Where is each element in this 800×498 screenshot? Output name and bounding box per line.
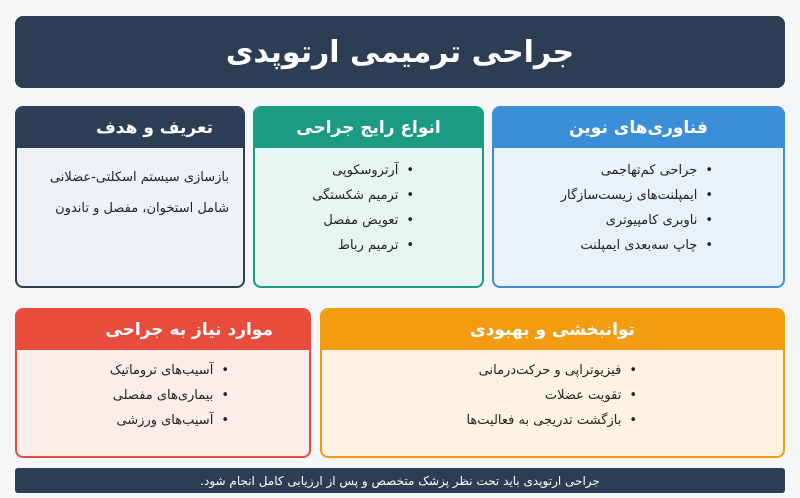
list-item-text: ترمیم رباط: [337, 238, 399, 253]
definition-line: شامل استخوان، مفصل و تاندون: [55, 201, 229, 216]
card-definition: [15, 106, 245, 288]
bullet-icon: •: [705, 238, 713, 253]
list-item-text: فیزیوتراپی و حرکت‌درمانی: [478, 363, 622, 378]
definition-line: بازسازی سیستم اسکلتی-عضلانی: [49, 170, 229, 185]
bullet-icon: •: [629, 363, 637, 378]
bullet-icon: •: [629, 413, 637, 428]
list-item-text: ترمیم شکستگی: [312, 188, 399, 203]
list-item-text: ایمپلنت‌های زیست‌سازگار: [560, 188, 698, 203]
list-item: [504, 183, 713, 208]
list-item-text: تقویت عضلات: [544, 388, 622, 403]
list-item-text: آسیب‌های تروماتیک: [109, 363, 214, 378]
page-title: جراحی ترمیمی ارتوپدی: [225, 34, 575, 70]
rehabilitation-list: [332, 358, 637, 433]
list-item: [265, 158, 414, 183]
card-indications: [15, 308, 311, 458]
card-types-header: انواع رایج جراحی: [255, 108, 482, 148]
list-item: [504, 208, 713, 233]
card-technologies-body: [494, 148, 783, 258]
list-item: [332, 358, 637, 383]
list-item: [504, 158, 713, 183]
list-item-text: آسیب‌های ورزشی: [116, 413, 214, 428]
list-item: [265, 233, 414, 258]
card-types-body: [255, 148, 482, 258]
card-definition-header: تعریف و هدف: [17, 108, 243, 148]
list-item-text: چاپ سه‌بعدی ایمپلنت: [580, 238, 698, 253]
list-item: [265, 183, 414, 208]
title-banner: [15, 16, 785, 88]
technologies-list: [504, 158, 713, 258]
list-item: [504, 233, 713, 258]
indications-list: [27, 358, 229, 433]
card-types: [253, 106, 484, 288]
card-technologies: [492, 106, 785, 288]
list-item: [332, 408, 637, 433]
bullet-icon: •: [406, 238, 414, 253]
types-list: [265, 158, 414, 258]
card-rehabilitation-header: توانبخشی و بهبودی: [322, 310, 783, 350]
card-indications-header: موارد نیاز به جراحی: [17, 310, 309, 350]
list-item: [27, 383, 229, 408]
list-item-text: بیماری‌های مفصلی: [112, 388, 214, 403]
bullet-icon: •: [221, 413, 229, 428]
list-item: [27, 358, 229, 383]
footer-note-bar: [15, 468, 785, 493]
card-indications-body: [17, 350, 309, 433]
card-technologies-header: فناوری‌های نوین: [494, 108, 783, 148]
card-rehabilitation: [320, 308, 785, 458]
list-item: [265, 208, 414, 233]
bullet-icon: •: [705, 213, 713, 228]
footer-note: جراحی ارتوپدی باید تحت نظر پزشک متخصص و پس از ارزیابی کامل انجام شود.: [200, 473, 600, 488]
card-definition-body: [17, 148, 243, 224]
bullet-icon: •: [221, 363, 229, 378]
list-item-text: تعویض مفصل: [323, 213, 399, 228]
list-item: [27, 408, 229, 433]
list-item: [332, 383, 637, 408]
list-item-text: جراحی کم‌تهاجمی: [600, 163, 698, 178]
bullet-icon: •: [406, 188, 414, 203]
bullet-icon: •: [406, 163, 414, 178]
bullet-icon: •: [406, 213, 414, 228]
list-item-text: ناوبری کامپیوتری: [605, 213, 698, 228]
bullet-icon: •: [629, 388, 637, 403]
card-rehabilitation-body: [322, 350, 783, 433]
bullet-icon: •: [705, 188, 713, 203]
bullet-icon: •: [705, 163, 713, 178]
bullet-icon: •: [221, 388, 229, 403]
list-item-text: آرتروسکوپی: [332, 163, 399, 178]
list-item-text: بازگشت تدریجی به فعالیت‌ها: [466, 413, 622, 428]
